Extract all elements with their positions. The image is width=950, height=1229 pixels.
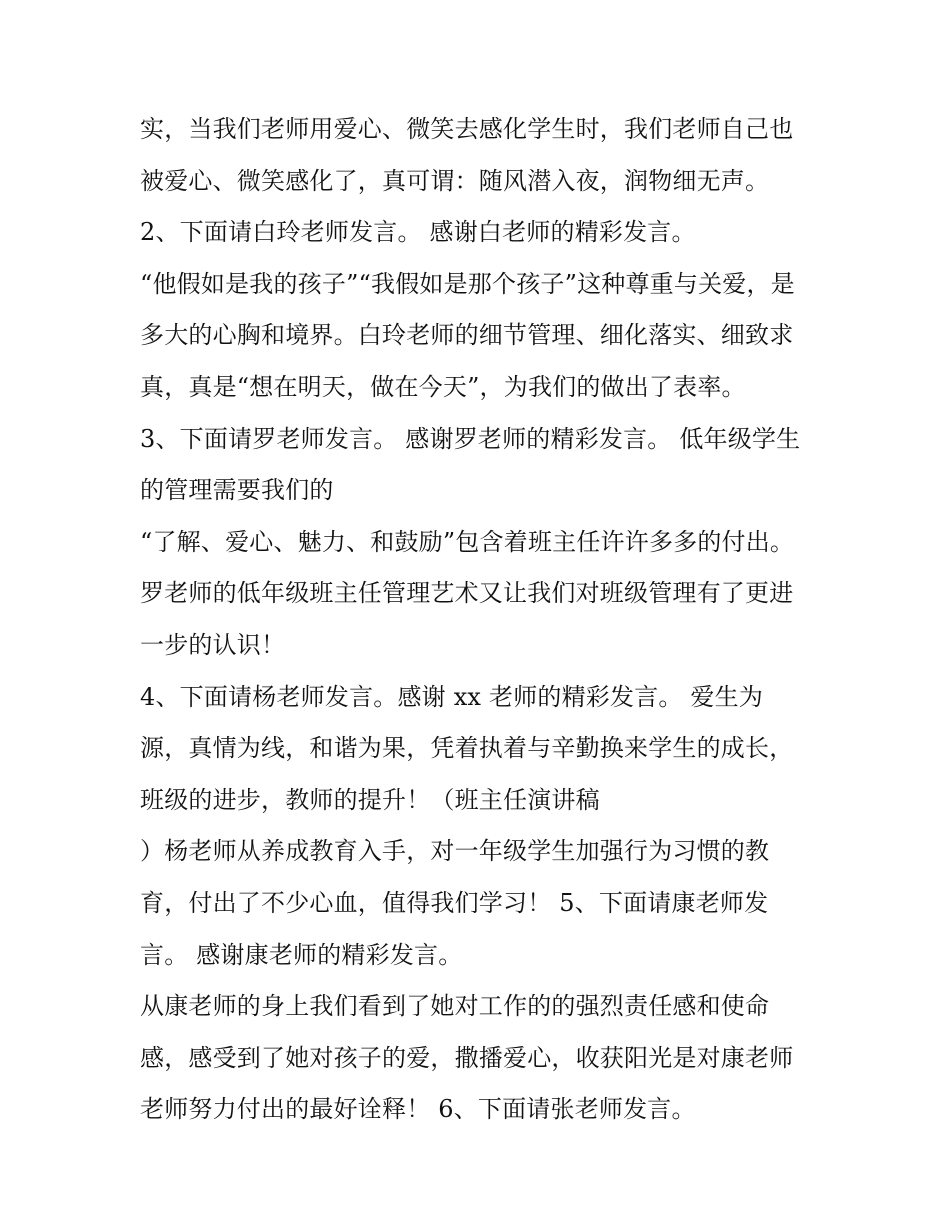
- text-line: 育，付出了不少心血，值得我们学习！ 5、下面请康老师发: [140, 888, 769, 917]
- text-line: 言。 感谢康老师的精彩发言。: [140, 940, 463, 969]
- body-text: [140, 104, 830, 1136]
- text-line: 班级的进步，教师的提升！（班主任演讲稿: [140, 785, 600, 814]
- text-line: “他假如是我的孩子”“我假如是那个孩子”这种尊重与关爱，是: [140, 269, 795, 298]
- text-line: 真，真是“想在明天，做在今天”，为我们的做出了表率。: [140, 372, 746, 401]
- text-line: 从康老师的身上我们看到了她对工作的的强烈责任感和使命: [140, 992, 770, 1021]
- text-line: 3、下面请罗老师发言。 感谢罗老师的精彩发言。 低年级学生: [140, 424, 801, 453]
- text-line: ）杨老师从养成教育入手，对一年级学生加强行为习惯的教: [140, 837, 770, 866]
- text-line: 一步的认识！: [140, 630, 286, 659]
- text-line: 罗老师的低年级班主任管理艺术又让我们对班级管理有了更进: [140, 579, 794, 608]
- text-line: 的管理需要我们的: [140, 476, 334, 505]
- text-line: 4、下面请杨老师发言。感谢 xx 老师的精彩发言。 爱生为: [140, 682, 764, 711]
- text-line: 源，真情为线，和谐为果，凭着执着与辛勤换来学生的成长，: [140, 734, 794, 763]
- text-line: 实，当我们老师用爱心、微笑去感化学生时，我们老师自己也: [140, 115, 794, 143]
- text-line: 感，感受到了她对孩子的爱，撒播爱心，收获阳光是对康老师: [140, 1043, 794, 1072]
- text-line: 被爱心、微笑感化了，真可谓：随风潜入夜，润物细无声。: [140, 166, 770, 195]
- text-line: 2、下面请白玲老师发言。 感谢白老师的精彩发言。: [140, 218, 696, 247]
- text-line: “了解、爱心、魅力、和鼓励”包含着班主任许许多多的付出。: [140, 527, 795, 556]
- text-line: 多大的心胸和境界。白玲老师的细节管理、细化落实、细致求: [140, 321, 794, 350]
- text-line: 老师努力付出的最好诠释！ 6、下面请张老师发言。: [140, 1095, 696, 1124]
